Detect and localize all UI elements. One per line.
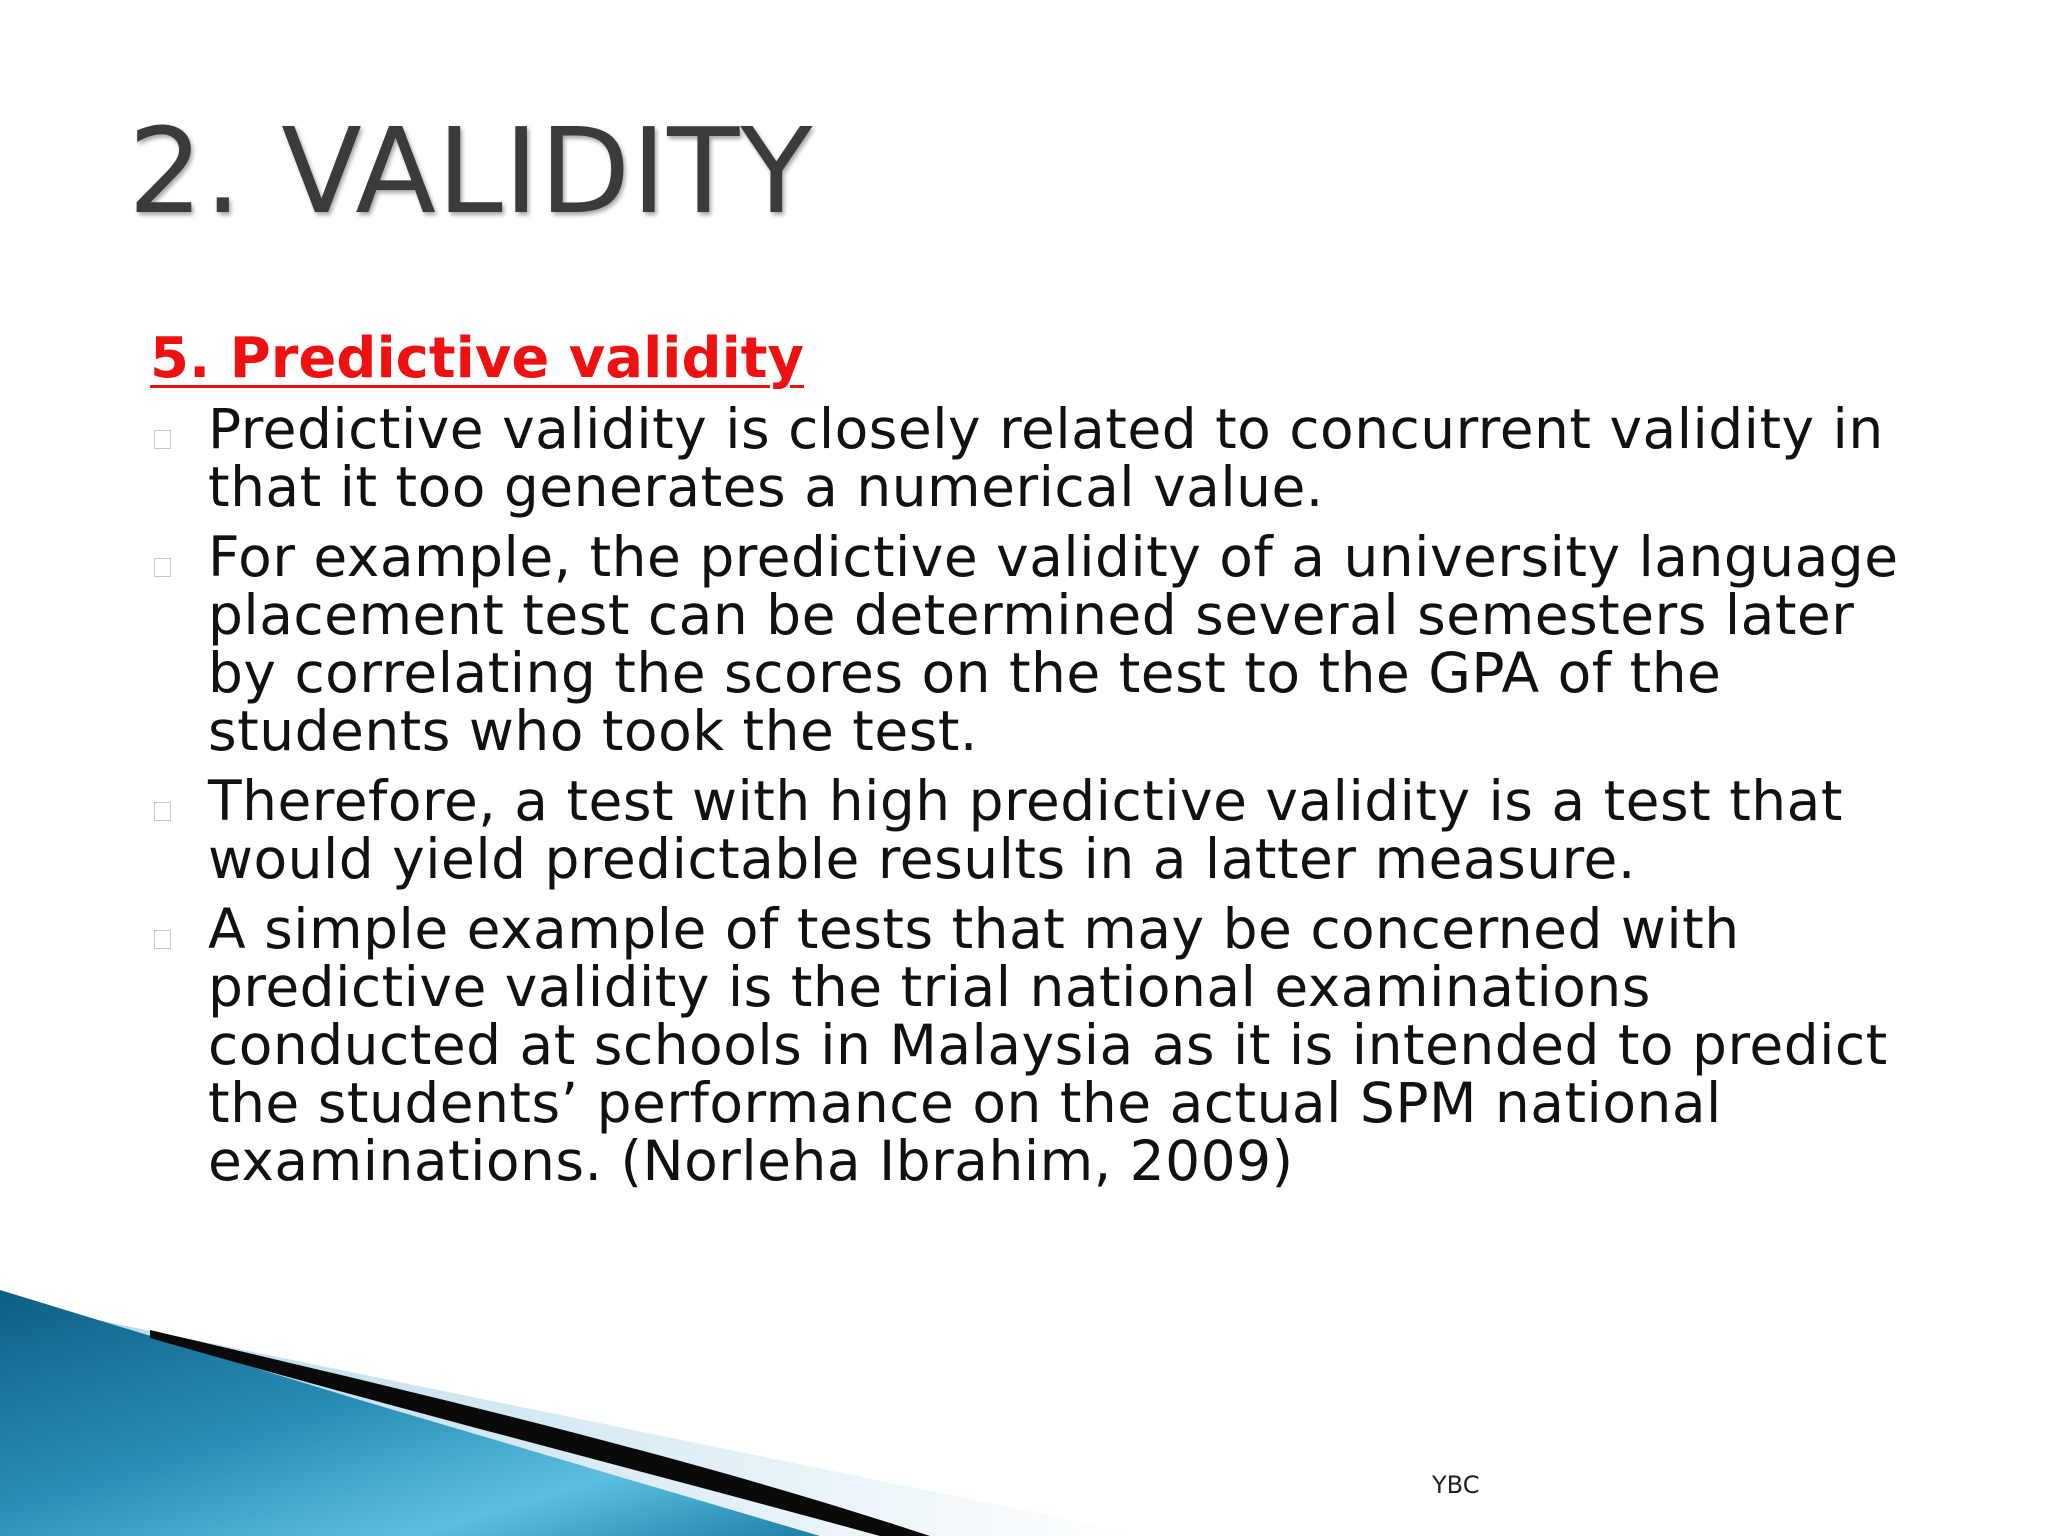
section-subheading: 5. Predictive validity <box>150 326 805 391</box>
hollow-square-bullet-icon <box>154 558 171 577</box>
footer-text: YBC <box>1432 1471 1480 1499</box>
bullet-text: Therefore, a test with high predictive validity is a test that would yield predictable results in a latter measure. <box>208 769 1843 891</box>
pale-swoosh-shape <box>0 1300 1150 1536</box>
blue-swoosh-shape <box>0 1290 820 1536</box>
bullet-item <box>150 397 1930 519</box>
bullet-list <box>150 397 1930 1202</box>
bullet-item <box>150 525 1930 763</box>
hollow-square-bullet-icon <box>154 930 171 949</box>
bullet-text: A simple example of tests that may be concerned with predictive validity is the trial national examinations conducted at schools in Malaysia as it is intended to predict the students’ performance on the actual SPM national examinations. (Norleha Ibrahim, 2009) <box>208 897 1888 1193</box>
hollow-square-bullet-icon <box>154 430 171 449</box>
bullet-text: Predictive validity is closely related to concurrent validity in that it too generates a numerical value. <box>208 397 1884 519</box>
bullet-item <box>150 897 1930 1193</box>
slide-title: 2. VALIDITY <box>128 102 814 240</box>
hollow-square-bullet-icon <box>154 802 171 821</box>
bullet-text: For example, the predictive validity of a university language placement test can be determined several semesters later by correlating the scores on the test to the GPA of the students who took the test. <box>208 525 1899 763</box>
dark-swoosh-stroke <box>150 1330 930 1536</box>
bullet-item <box>150 769 1930 891</box>
